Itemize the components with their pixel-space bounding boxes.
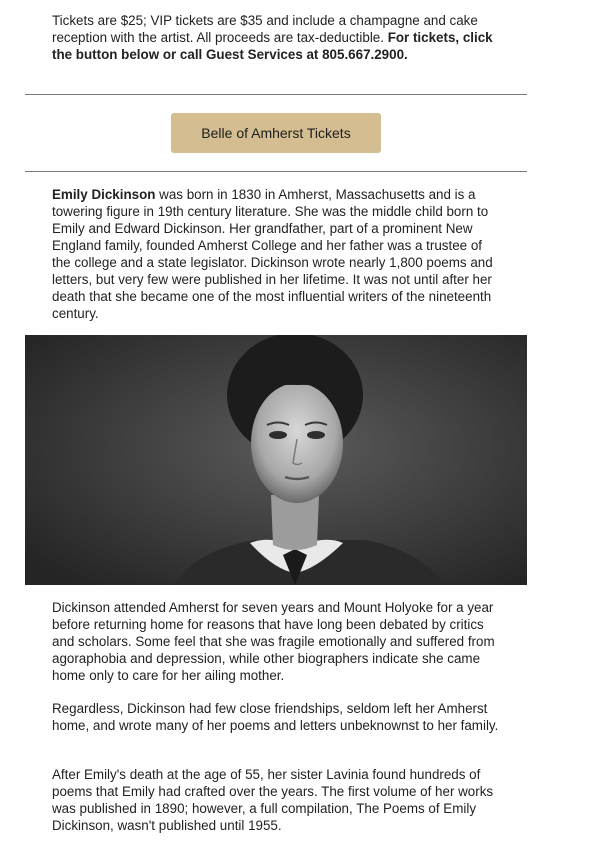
- ticket-info-prices: Tickets are $25; VIP tickets are $35 and include a champagne and cake reception with the artist. All proceeds are tax-deductible.: [52, 13, 478, 45]
- divider-top: [25, 94, 527, 95]
- body-paragraph: After Emily's death at the age of 55, her sister Lavinia found hundreds of poems that Emily had crafted over the years. The first volume of her works was published in 1890; however, a full compilation, The Poems of Emily Dickinson, wasn't published until 1955.: [52, 767, 494, 833]
- intro-text: was born in 1830 in Amherst, Massachusetts and is a towering figure in 19th century literature. She was the middle child born to Emily and Edward Dickinson. Her grandfather, part of a prominent New England family, founded Amherst College and her father was a trustee of the college and a state legislator. Dickinson wrote nearly 1,800 poems and letters, but very few were published in her lifetime. It was not until after her death that she became one of the most influential writers of the nineteenth century.: [52, 187, 493, 321]
- emily-dickinson-portrait: [25, 335, 527, 585]
- ticket-button-label: Belle of Amherst Tickets: [201, 125, 351, 141]
- belle-of-amherst-tickets-button[interactable]: [171, 113, 381, 153]
- body-paragraph: Regardless, Dickinson had few close friendships, seldom left her Amherst home, and wrote many of her poems and letters unbeknownst to her family.: [52, 701, 499, 733]
- intro-name: Emily Dickinson: [52, 187, 156, 202]
- ticket-info-text: [52, 12, 497, 63]
- body-paragraph: Dickinson attended Amherst for seven years and Mount Holyoke for a year before returning home for reasons that have long been debated by critics and scholars. Some feel that she was fragile emotionally and suffered from agoraphobia and depression, while other biographers indicate she came home only to care for her ailing mother.: [52, 600, 495, 683]
- intro-paragraph: [52, 186, 502, 322]
- ticket-info-call-to-action: For tickets, click the button below or call Guest Services at 805.667.2900.: [52, 30, 493, 62]
- divider-bottom: [25, 171, 527, 172]
